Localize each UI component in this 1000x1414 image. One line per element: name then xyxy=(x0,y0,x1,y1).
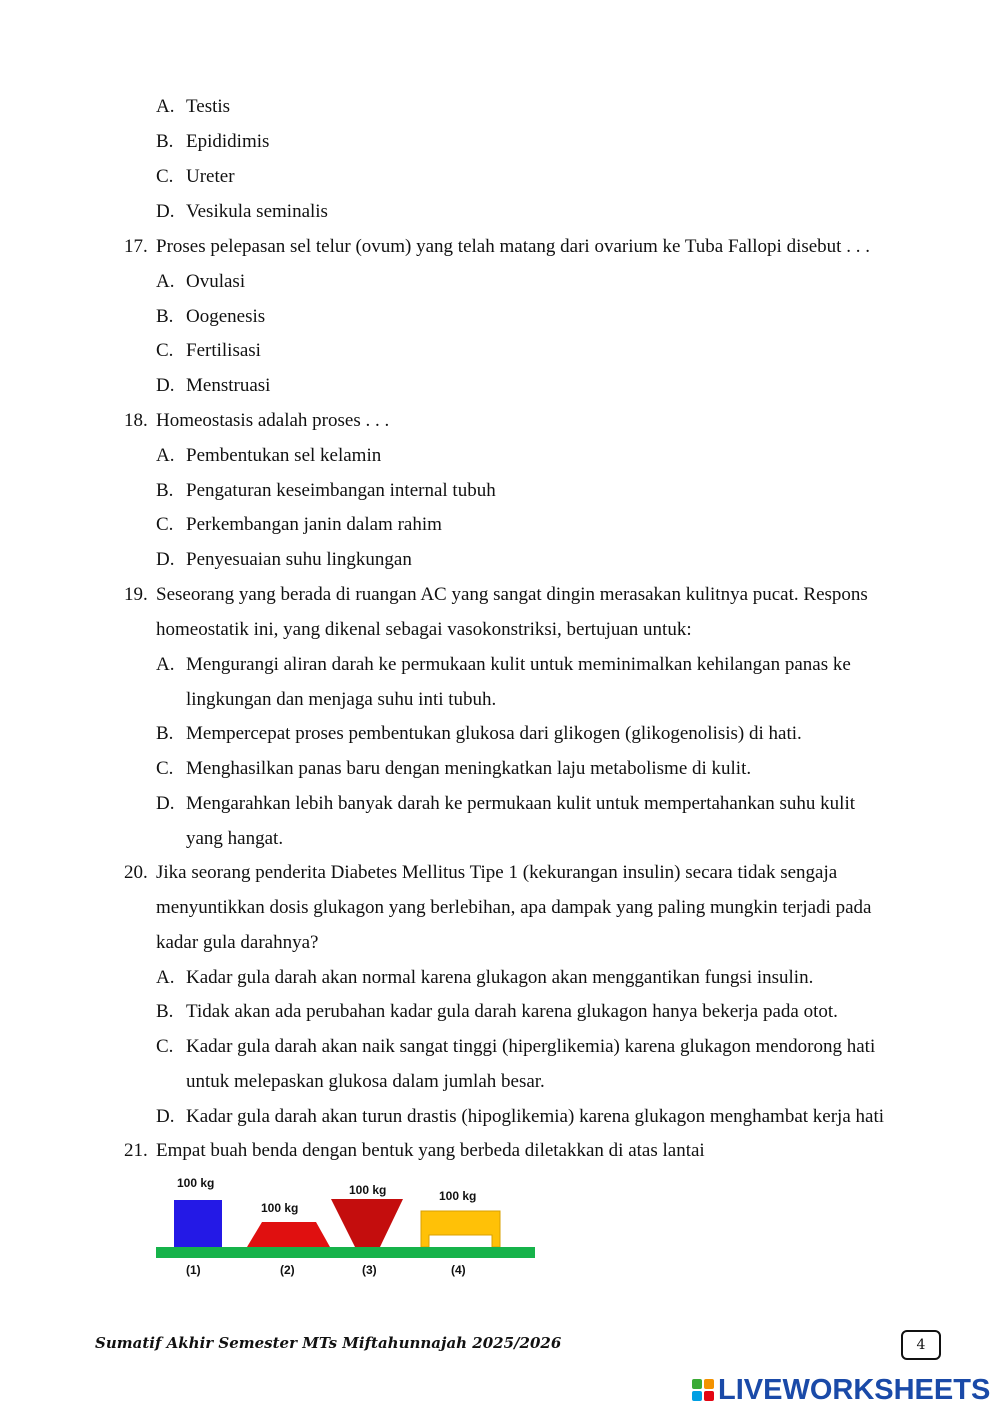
option-letter: D. xyxy=(156,201,175,222)
option-text: Kadar gula darah akan turun drastis (hipoglikemia) karena glukagon menghambat kerja hati xyxy=(186,1106,884,1127)
option-text: Mengarahkan lebih banyak darah ke permukaan kulit untuk mempertahankan suhu kulit xyxy=(186,793,856,814)
liveworksheets-logo[interactable] xyxy=(692,1373,990,1407)
option-text: Vesikula seminalis xyxy=(186,201,328,222)
option-text: untuk melepaskan glukosa dalam jumlah besar. xyxy=(186,1071,545,1092)
liveworksheets-grid-icon xyxy=(692,1379,714,1401)
question-text: kadar gula darahnya? xyxy=(156,932,319,953)
option-text: Oogenesis xyxy=(186,306,266,327)
option-text: Ureter xyxy=(186,166,235,187)
option-letter: C. xyxy=(156,340,174,361)
option-letter: D. xyxy=(156,375,175,396)
question-number: 20. xyxy=(124,862,148,883)
option-letter: A. xyxy=(156,96,175,117)
option-letter: A. xyxy=(156,967,175,988)
question-text: Jika seorang penderita Diabetes Mellitus Tipe 1 (kekurangan insulin) secara tidak sengaja xyxy=(156,862,838,883)
option-letter: B. xyxy=(156,723,174,744)
option-letter: D. xyxy=(156,793,175,814)
object-1-rectangle xyxy=(174,1200,222,1247)
option-letter: A. xyxy=(156,271,175,292)
option-letter: C. xyxy=(156,166,174,187)
question-number: 17. xyxy=(124,236,148,257)
option-text: Ovulasi xyxy=(186,271,246,292)
option-text: Pengaturan keseimbangan internal tubuh xyxy=(186,480,496,501)
option-text: Penyesuaian suhu lingkungan xyxy=(186,549,412,570)
option-letter: D. xyxy=(156,549,175,570)
option-letter: B. xyxy=(156,1001,174,1022)
option-letter: B. xyxy=(156,480,174,501)
mass-label-2: 100 kg xyxy=(261,1201,299,1215)
option-letter: B. xyxy=(156,306,174,327)
option-text: Fertilisasi xyxy=(186,340,261,361)
option-letter: C. xyxy=(156,514,174,535)
page-number: 4 xyxy=(901,1330,941,1360)
option-text: Menghasilkan panas baru dengan meningkatkan laju metabolisme di kulit. xyxy=(186,758,752,779)
option-text: lingkungan dan menjaga suhu inti tubuh. xyxy=(186,689,497,710)
object-3-inverted-trapezoid xyxy=(331,1199,403,1247)
object-2-trapezoid xyxy=(247,1222,330,1247)
question-text: Empat buah benda dengan bentuk yang berbeda diletakkan di atas lantai xyxy=(156,1140,705,1161)
mass-label-4: 100 kg xyxy=(439,1189,477,1203)
footer-exam-title: Sumatif Akhir Semester MTs Miftahunnajah 2025/2026 xyxy=(95,1334,562,1352)
option-letter: A. xyxy=(156,445,175,466)
object-index-1: (1) xyxy=(186,1263,201,1277)
option-letter: D. xyxy=(156,1106,175,1127)
option-text: Tidak akan ada perubahan kadar gula darah karena glukagon hanya bekerja pada otot. xyxy=(186,1001,838,1022)
option-text: Mempercepat proses pembentukan glukosa dari glikogen (glikogenolisis) di hati. xyxy=(186,723,802,744)
question-text: homeostatik ini, yang dikenal sebagai vasokonstriksi, bertujuan untuk: xyxy=(156,619,692,640)
object-index-3: (3) xyxy=(362,1263,377,1277)
option-text: Kadar gula darah akan normal karena glukagon akan menggantikan fungsi insulin. xyxy=(186,967,814,988)
option-text: Perkembangan janin dalam rahim xyxy=(186,514,442,535)
mass-label-1: 100 kg xyxy=(177,1176,215,1190)
option-text: Epididimis xyxy=(186,131,270,152)
option-letter: C. xyxy=(156,758,174,779)
option-text: Menstruasi xyxy=(186,375,271,396)
option-text: Pembentukan sel kelamin xyxy=(186,445,382,466)
question-text: Homeostasis adalah proses . . . xyxy=(156,410,390,431)
object-index-4: (4) xyxy=(451,1263,466,1277)
question-text: Proses pelepasan sel telur (ovum) yang telah matang dari ovarium ke Tuba Fallopi disebut . . . xyxy=(156,236,870,257)
question-text: Seseorang yang berada di ruangan AC yang sangat dingin merasakan kulitnya pucat. Respons xyxy=(156,584,868,605)
option-text: Kadar gula darah akan naik sangat tinggi (hiperglikemia) karena glukagon mendorong hati xyxy=(186,1036,876,1057)
question-number: 19. xyxy=(124,584,148,605)
mass-label-3: 100 kg xyxy=(349,1183,387,1197)
option-text: yang hangat. xyxy=(186,828,284,849)
option-letter: C. xyxy=(156,1036,174,1057)
option-letter: B. xyxy=(156,131,174,152)
object-4-table-arch xyxy=(421,1211,500,1247)
brand-name: LIVEWORKSHEETS xyxy=(718,1373,991,1406)
four-objects-figure xyxy=(150,1172,542,1284)
object-index-2: (2) xyxy=(280,1263,295,1277)
option-letter: A. xyxy=(156,654,175,675)
question-number: 18. xyxy=(124,410,148,431)
option-text: Mengurangi aliran darah ke permukaan kulit untuk meminimalkan kehilangan panas ke xyxy=(186,654,851,675)
question-number: 21. xyxy=(124,1140,148,1161)
option-text: Testis xyxy=(186,96,231,117)
question-text: menyuntikkan dosis glukagon yang berlebihan, apa dampak yang paling mungkin terjadi pada xyxy=(156,897,872,918)
floor xyxy=(156,1247,535,1258)
